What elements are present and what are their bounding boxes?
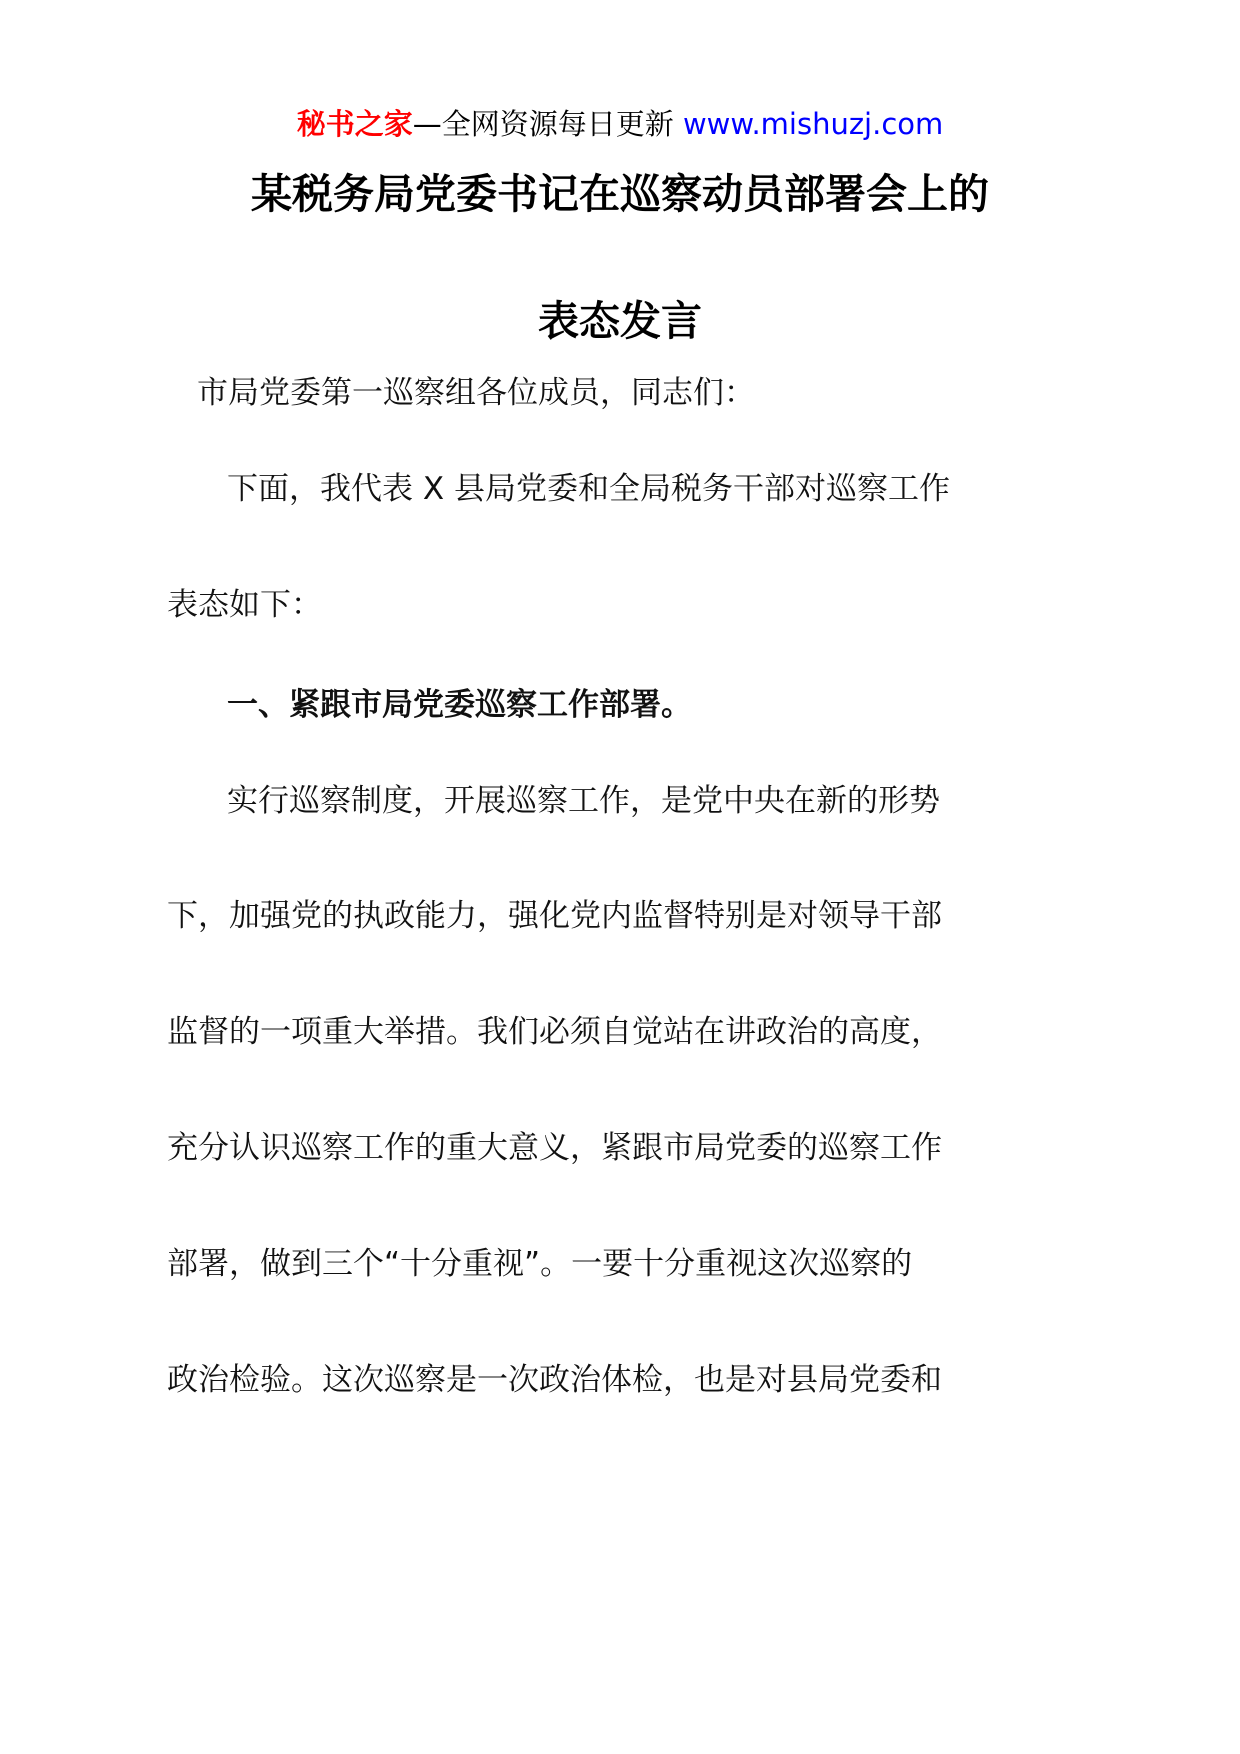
brand-name: 秘书之家 [296, 107, 413, 141]
salutation: 市局党委第一巡察组各位成员，同志们： [197, 375, 755, 411]
section-heading: 一、紧跟市局党委巡察工作部署。 [227, 687, 692, 723]
site-header [0, 104, 1240, 144]
paragraph-line: 充分认识巡察工作的重大意义，紧跟市局党委的巡察工作 [167, 1130, 942, 1166]
paragraph-line: 监督的一项重大举措。我们必须自觉站在讲政治的高度， [167, 1014, 942, 1050]
paragraph-line: 部署，做到三个“十分重视”。一要十分重视这次巡察的 [167, 1246, 913, 1282]
paragraph-line: 下，加强党的执政能力，强化党内监督特别是对领导干部 [167, 898, 942, 934]
document-title-line-1: 某税务局党委书记在巡察动员部署会上的 [251, 170, 989, 218]
document-title-line-2: 表态发言 [538, 297, 702, 345]
header-tagline: —全网资源每日更新 [412, 107, 674, 141]
paragraph-line: 政治检验。这次巡察是一次政治体检，也是对县局党委和 [167, 1362, 942, 1398]
paragraph-line: 表态如下： [167, 587, 322, 623]
paragraph-line: 实行巡察制度，开展巡察工作，是党中央在新的形势 [227, 783, 940, 819]
paragraph-line: 下面，我代表 X 县局党委和全局税务干部对巡察工作 [227, 471, 950, 507]
site-url-link[interactable]: www.mishuzj.com [682, 107, 944, 141]
